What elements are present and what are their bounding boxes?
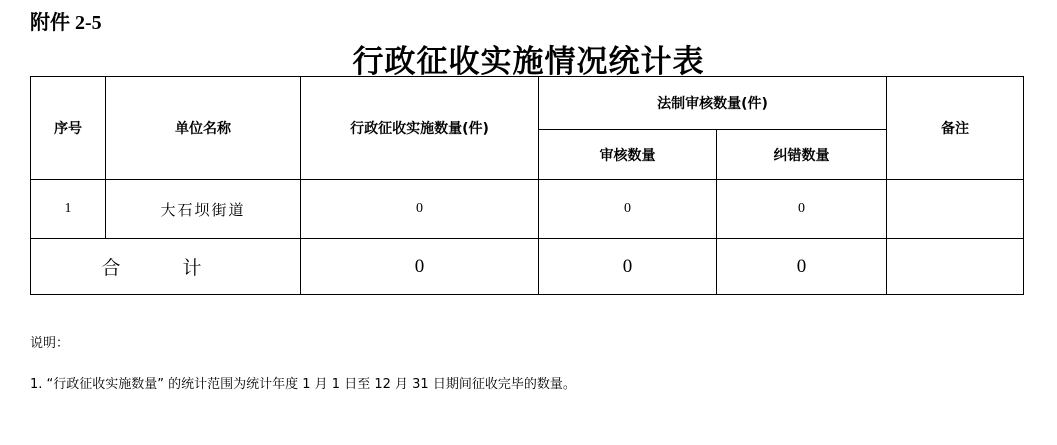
cell-correction-count: 0: [717, 180, 887, 239]
total-remarks: [887, 239, 1024, 295]
cell-implementation-count: 0: [301, 180, 539, 239]
total-implementation-count: 0: [301, 239, 539, 295]
cell-unit-name: 大石坝街道: [106, 180, 301, 239]
statistics-table: [30, 76, 1024, 295]
header-remarks: 备注: [887, 77, 1024, 180]
total-label: 合 计: [31, 239, 301, 295]
header-seq: 序号: [31, 77, 106, 180]
table-row: [31, 180, 1024, 239]
header-implementation-count: 行政征收实施数量(件): [301, 77, 539, 180]
total-row: [31, 239, 1024, 295]
header-review-count: 审核数量: [539, 130, 717, 180]
cell-review-count: 0: [539, 180, 717, 239]
total-review-count: 0: [539, 239, 717, 295]
notes-title: 说明：: [30, 336, 70, 351]
notes-item: 1. “行政征收实施数量” 的统计范围为统计年度 1 月 1 日至 12 月 31 日期间征收完毕的数量。: [30, 377, 576, 392]
total-correction-count: 0: [717, 239, 887, 295]
page-title: 行政征收实施情况统计表: [352, 44, 705, 80]
header-legal-review: 法制审核数量(件): [539, 77, 887, 130]
cell-remarks: [887, 180, 1024, 239]
attachment-label: 附件 2-5: [30, 12, 102, 34]
cell-seq: 1: [31, 180, 106, 239]
header-unit-name: 单位名称: [106, 77, 301, 180]
header-correction-count: 纠错数量: [717, 130, 887, 180]
